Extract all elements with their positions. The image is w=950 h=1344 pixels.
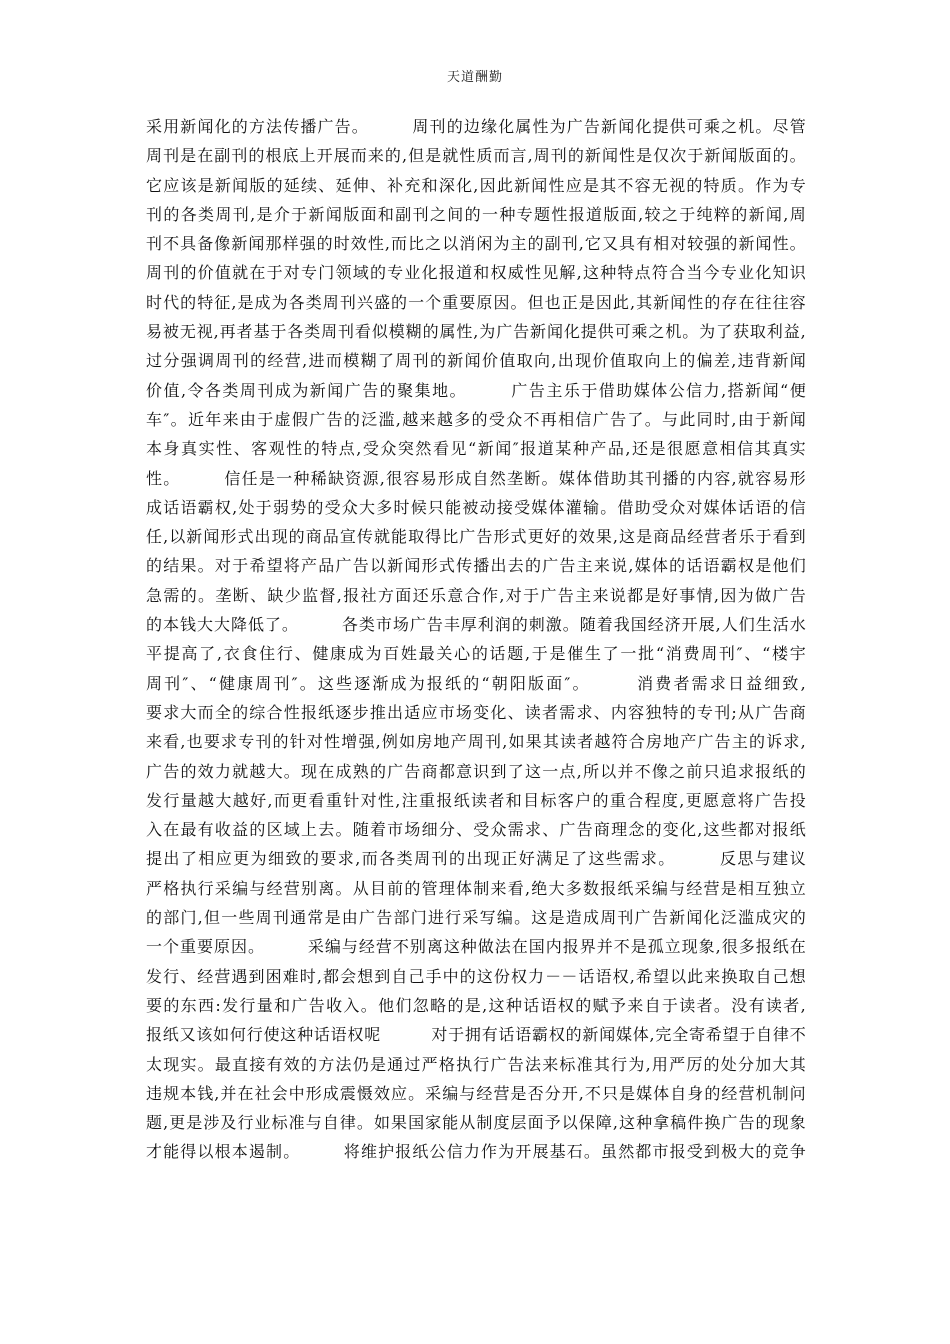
text-line: 广告的效力就越大。现在成熟的广告商都意识到了这一点,所以并不像之前只追求报纸的 [146, 761, 806, 781]
text-line: 采用新闻化的方法传播广告。 周刊的边缘化属性为广告新闻化提供可乘之机。尽管 [146, 117, 806, 136]
text-line: 的本钱大大降低了。 各类市场广告丰厚利润的刺激。随着我国经济开展,人们生活水 [146, 615, 806, 635]
text-line: 周刊″、“健康周刊″。这些逐渐成为报纸的“朝阳版面″。 消费者需求日益细致, [146, 673, 806, 693]
text-line: 刊不具备像新闻那样强的时效性,而比之以消闲为主的副刊,它又具有相对较强的新闻性。 [146, 234, 806, 254]
text-line: 违规本钱,并在社会中形成震慑效应。采编与经营是否分开,不只是媒体自身的经营机制问 [146, 1083, 806, 1103]
text-line: 价值,令各类周刊成为新闻广告的聚集地。 广告主乐于借助媒体公信力,搭新闻“便 [146, 380, 806, 400]
text-line: 时代的特征,是成为各类周刊兴盛的一个重要原因。但也正是因此,其新闻性的存在往往容 [146, 292, 806, 312]
text-line: 太现实。最直接有效的方法仍是通过严格执行广告法来标准其行为,用严厉的处分加大其 [146, 1054, 806, 1074]
text-line: 提出了相应更为细致的要求,而各类周刊的出现正好满足了这些需求。 反思与建议 [146, 849, 806, 869]
text-line: 一个重要原因。 采编与经营不别离这种做法在国内报界并不是孤立现象,很多报纸在 [146, 937, 806, 957]
text-line: 题,更是涉及行业标准与自律。如果国家能从制度层面予以保障,这种拿稿件换广告的现象 [146, 1113, 806, 1133]
text-line: 它应该是新闻版的延续、延伸、补充和深化,因此新闻性应是其不容无视的特质。作为专 [146, 175, 806, 195]
document-body [146, 112, 806, 1167]
text-line: 严格执行采编与经营别离。从目前的管理体制来看,绝大多数报纸采编与经营是相互独立 [146, 878, 806, 898]
text-line: 本身真实性、客观性的特点,受众突然看见“新闻″报道某种产品,还是很愿意相信其真实 [146, 439, 806, 459]
text-line: 要的东西:发行量和广告收入。他们忽略的是,这种话语权的赋予来自于读者。没有读者, [146, 995, 806, 1015]
text-line: 周刊的价值就在于对专门领域的专业化报道和权威性见解,这种特点符合当今专业化知识 [146, 263, 806, 283]
text-line: 报纸又该如何行使这种话语权呢 对于拥有话语霸权的新闻媒体,完全寄希望于自律不 [146, 1025, 806, 1045]
text-line: 平提高了,衣食住行、健康成为百姓最关心的话题,于是催生了一批“消费周刊″、“楼宇 [146, 644, 806, 664]
text-line: 易被无视,再者基于各类周刊看似模糊的属性,为广告新闻化提供可乘之机。为了获取利益, [146, 322, 806, 342]
text-line: 性。 信任是一种稀缺资源,很容易形成自然垄断。媒体借助其刊播的内容,就容易形 [146, 468, 806, 488]
text-line: 过分强调周刊的经营,进而模糊了周刊的新闻价值取向,出现价值取向上的偏差,违背新闻 [146, 351, 806, 371]
text-line: 发行量越大越好,而更看重针对性,注重报纸读者和目标客户的重合程度,更愿意将广告投 [146, 790, 806, 810]
text-line: 任,以新闻形式出现的商品宣传就能取得比广告形式更好的效果,这是商品经营者乐于看到 [146, 527, 806, 547]
text-line: 的结果。对于希望将产品广告以新闻形式传播出去的广告主来说,媒体的话语霸权是他们 [146, 556, 806, 576]
text-line: 急需的。垄断、缺少监督,报社方面还乐意合作,对于广告主来说都是好事情,因为做广告 [146, 585, 806, 605]
text-line: 刊的各类周刊,是介于新闻版面和副刊之间的一种专题性报道版面,较之于纯粹的新闻,周 [146, 204, 806, 224]
text-line: 入在最有收益的区域上去。随着市场细分、受众需求、广告商理念的变化,这些都对报纸 [146, 820, 806, 840]
text-line: 发行、经营遇到困难时,都会想到自己手中的这份权力－－话语权,希望以此来换取自己想 [146, 966, 806, 986]
text-line: 要求大而全的综合性报纸逐步推出适应市场变化、读者需求、内容独特的专刊;从广告商 [146, 702, 806, 722]
text-line: 来看,也要求专刊的针对性增强,例如房地产周刊,如果其读者越符合房地产广告主的诉求, [146, 732, 806, 752]
text-line: 成话语霸权,处于弱势的受众大多时候只能被动接受媒体灌输。借助受众对媒体话语的信 [146, 497, 806, 517]
text-line: 才能得以根本遏制。 将维护报纸公信力作为开展基石。虽然都市报受到极大的竞争 [146, 1142, 806, 1162]
text-line: 的部门,但一些周刊通常是由广告部门进行采写编。这是造成周刊广告新闻化泛滥成灾的 [146, 908, 806, 928]
text-line: 周刊是在副刊的根底上开展而来的,但是就性质而言,周刊的新闻性是仅次于新闻版面的。 [146, 146, 806, 166]
text-line: 车″。近年来由于虚假广告的泛滥,越来越多的受众不再相信广告了。与此同时,由于新闻 [146, 409, 806, 429]
page-header: 天道酬勤 [446, 70, 503, 85]
